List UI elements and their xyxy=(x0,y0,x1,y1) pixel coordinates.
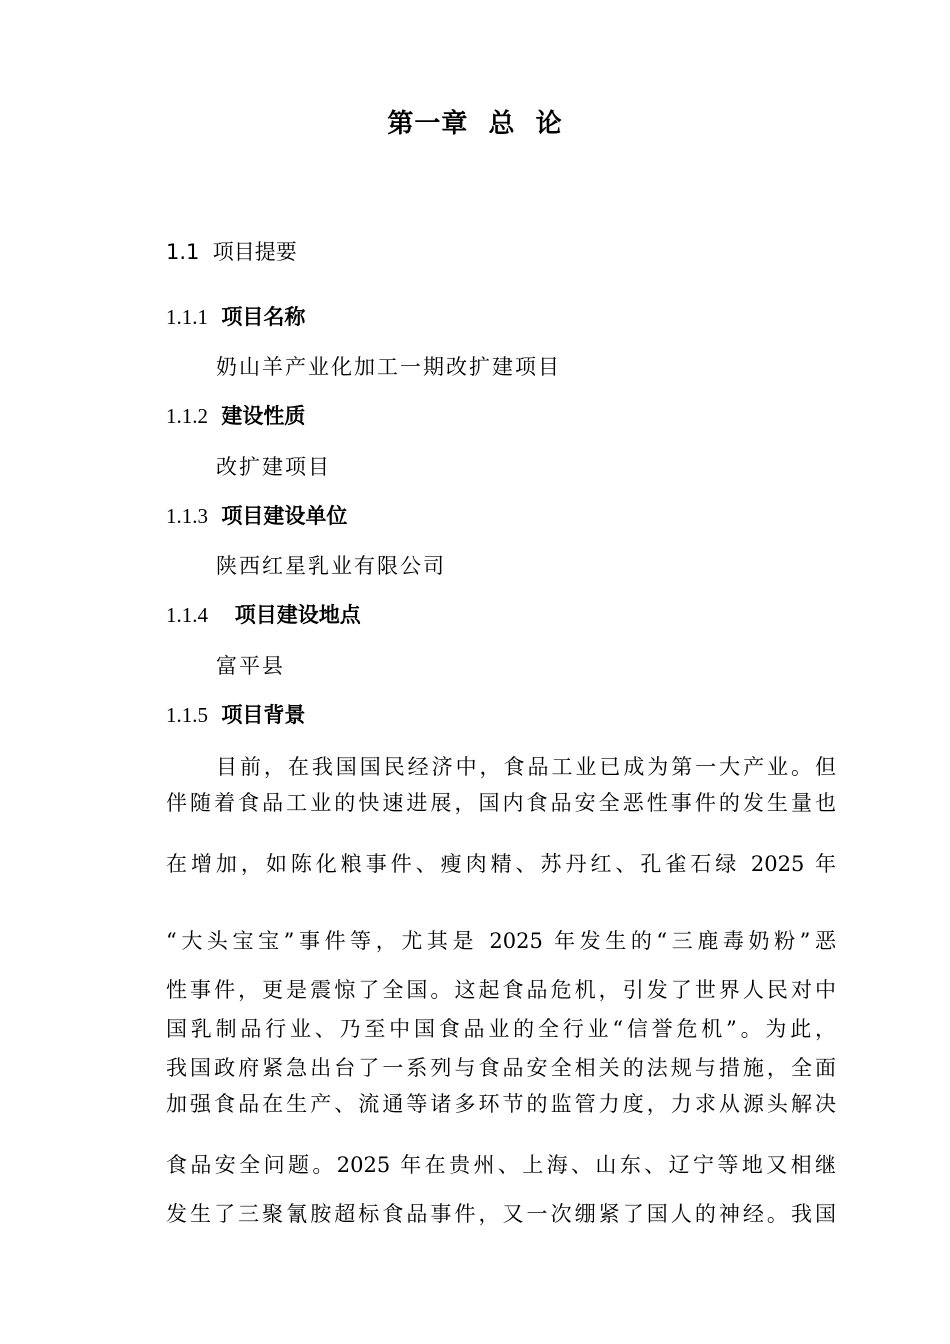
background-line: “大头宝宝”事件等，尤其是 2025 年发生的“三鹿毒奶粉”恶 xyxy=(166,929,836,953)
project-location-value: 富平县 xyxy=(216,654,285,678)
subsection-number: 1.1.4 xyxy=(166,603,208,627)
section-number: 1.1 xyxy=(166,240,200,264)
subsection-number: 1.1.5 xyxy=(166,703,208,727)
subsection-heading-background xyxy=(166,698,305,732)
background-line: 性事件，更是震惊了全国。这起食品危机，引发了世界人民对中 xyxy=(166,978,836,1002)
subsection-title: 项目建设单位 xyxy=(221,504,348,528)
background-line: 目前，在我国国民经济中，食品工业已成为第一大产业。但 xyxy=(216,755,836,779)
subsection-number: 1.1.2 xyxy=(166,404,208,428)
background-line: 食品安全问题。2025 年在贵州、上海、山东、辽宁等地又相继 xyxy=(166,1153,836,1177)
project-unit-value: 陕西红星乳业有限公司 xyxy=(216,554,446,578)
subsection-heading-project-name xyxy=(166,300,305,334)
background-line: 加强食品在生产、流通等诸多环节的监管力度，力求从源头解决 xyxy=(166,1092,836,1116)
background-line: 发生了三聚氰胺超标食品事件，又一次绷紧了国人的神经。我国 xyxy=(166,1202,836,1226)
subsection-heading-unit xyxy=(166,499,347,533)
chapter-title: 第一章 总 论 xyxy=(387,109,563,139)
subsection-title: 项目名称 xyxy=(221,305,306,329)
background-line: 伴随着食品工业的快速进展，国内食品安全恶性事件的发生量也 xyxy=(166,791,836,815)
subsection-title: 项目背景 xyxy=(221,703,306,727)
subsection-number: 1.1.3 xyxy=(166,504,208,528)
project-nature-value: 改扩建项目 xyxy=(216,455,331,479)
background-line: 在增加，如陈化粮事件、瘦肉精、苏丹红、孔雀石绿 2025 年 xyxy=(166,852,836,876)
background-line: 我国政府紧急出台了一系列与食品安全相关的法规与措施，全面 xyxy=(166,1056,836,1080)
subsection-heading-location xyxy=(166,598,361,632)
background-line: 国乳制品行业、乃至中国食品业的全行业“信誉危机”。为此， xyxy=(166,1017,836,1041)
subsection-title: 项目建设地点 xyxy=(234,603,361,627)
subsection-title: 建设性质 xyxy=(221,404,306,428)
subsection-heading-nature xyxy=(166,399,305,433)
project-name-value: 奶山羊产业化加工一期改扩建项目 xyxy=(216,355,561,379)
section-heading xyxy=(166,234,297,270)
section-title: 项目提要 xyxy=(212,240,297,264)
subsection-number: 1.1.1 xyxy=(166,305,208,329)
